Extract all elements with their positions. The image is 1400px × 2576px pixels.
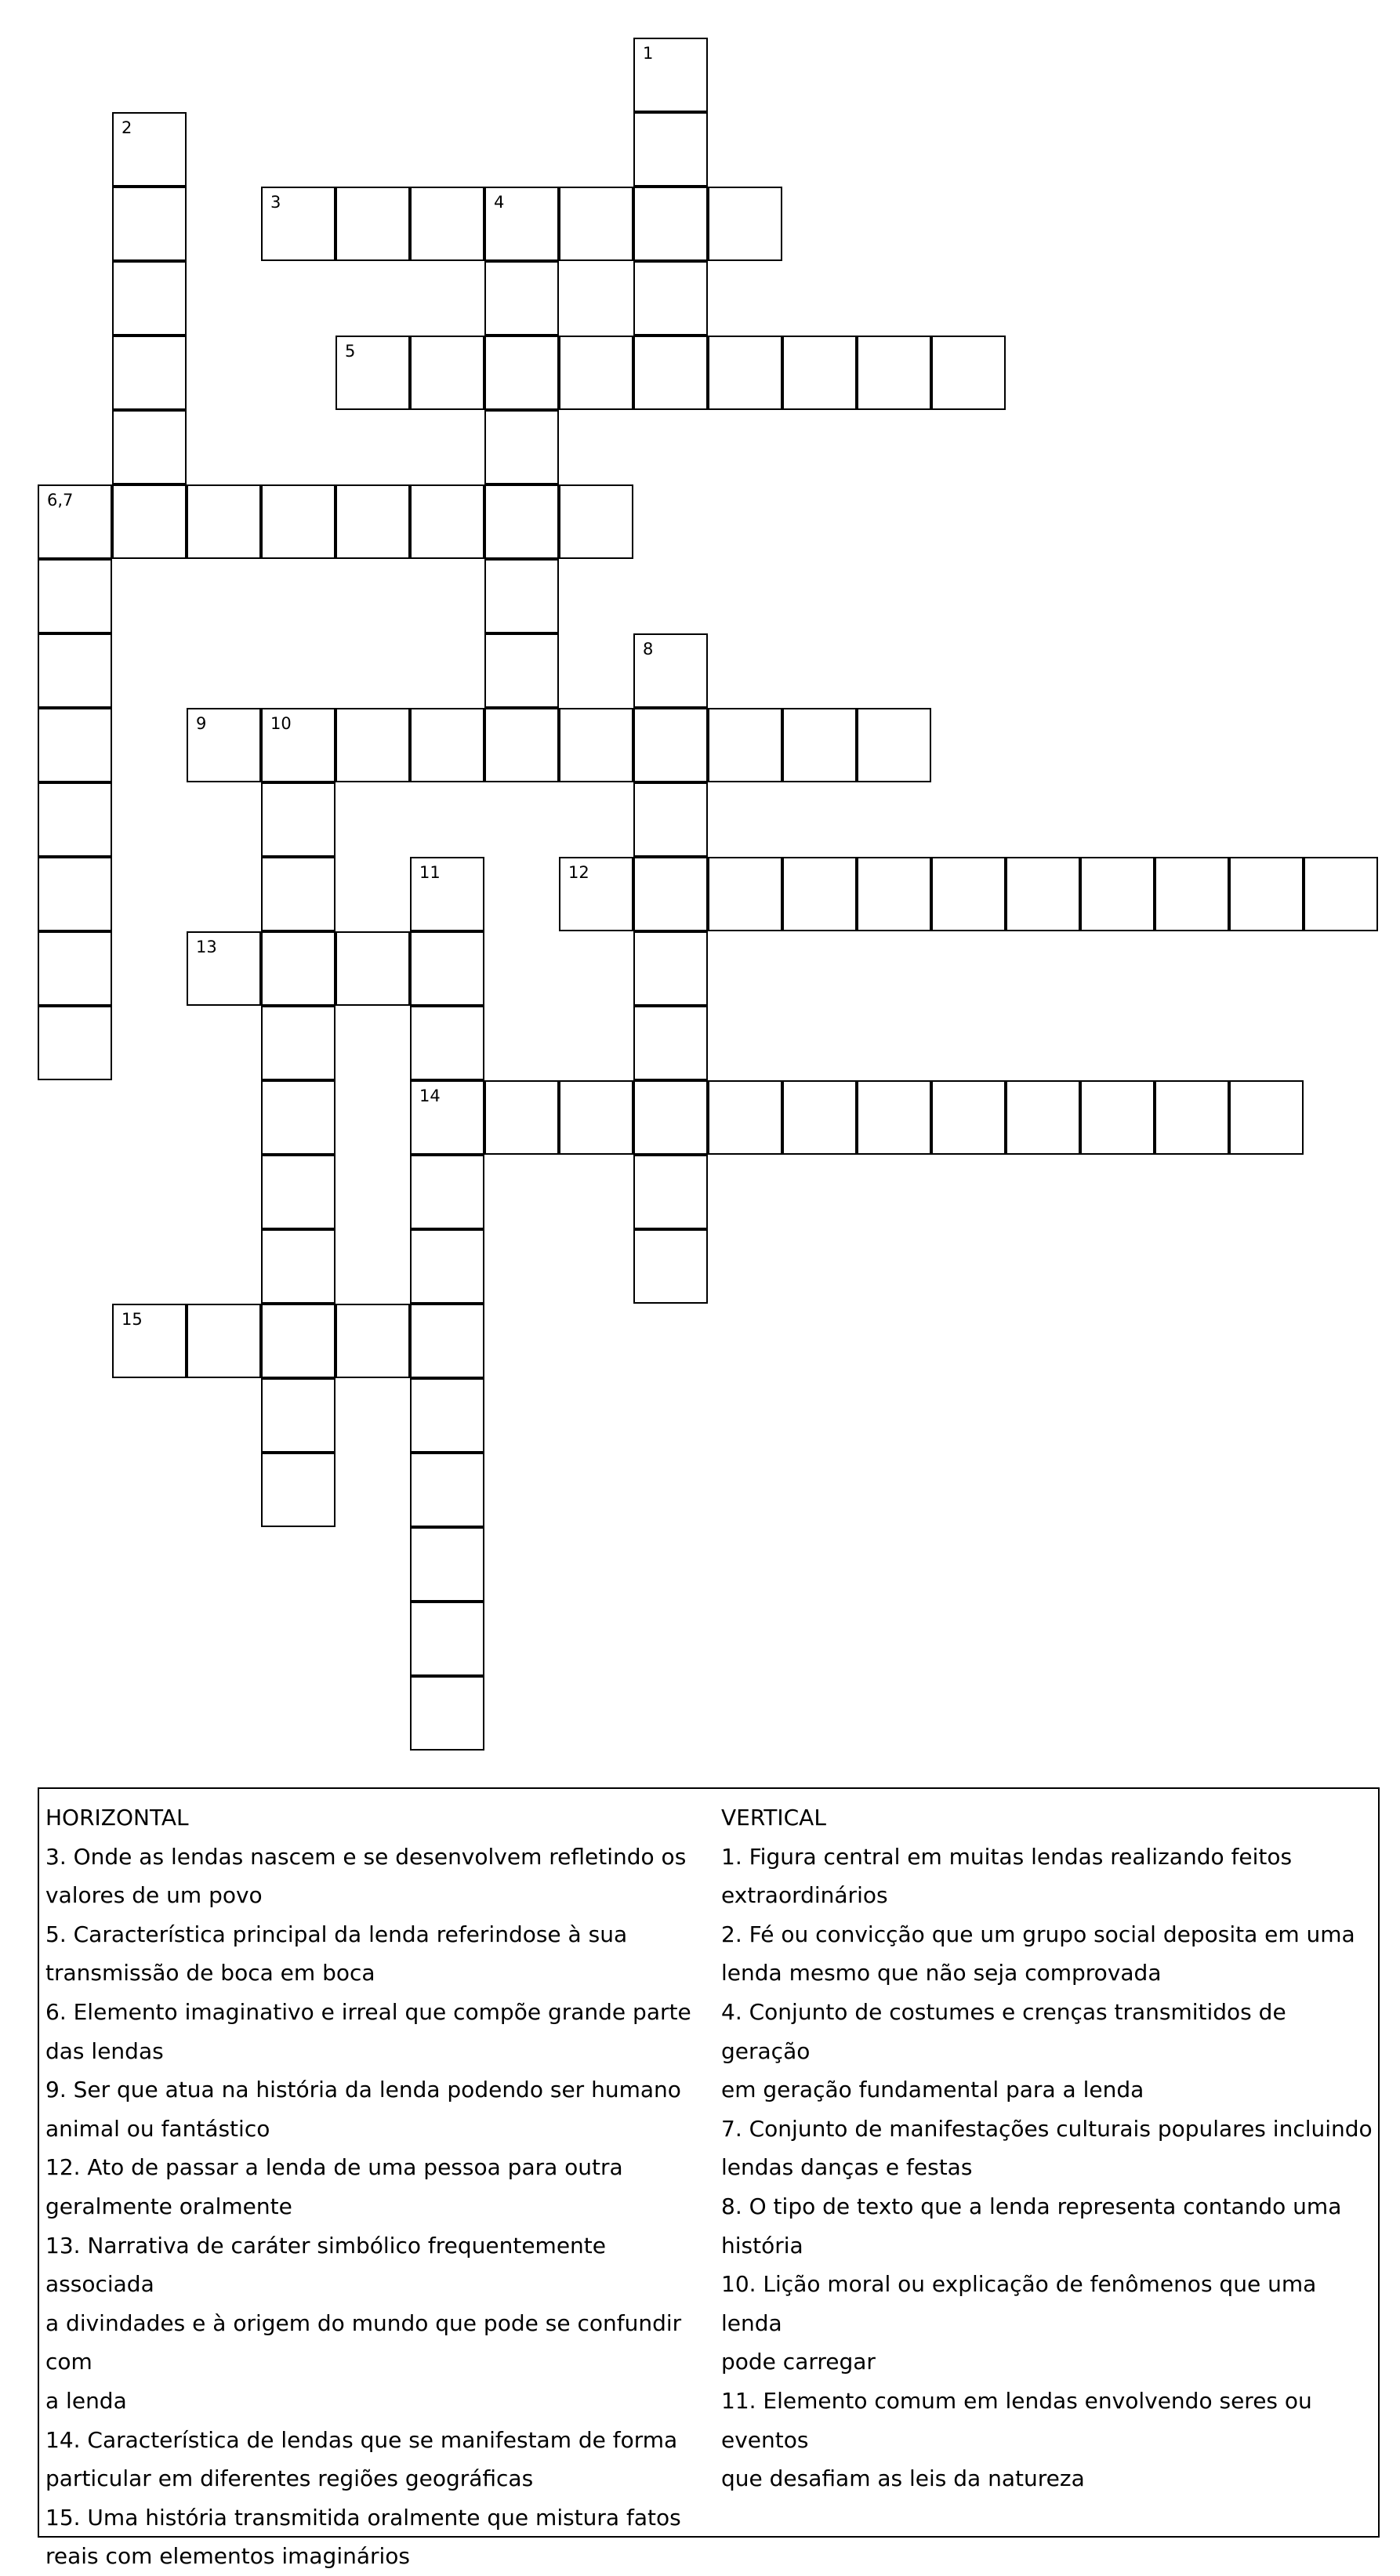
crossword-cell[interactable] <box>633 38 708 112</box>
crossword-cell[interactable] <box>410 1602 484 1676</box>
vertical-clue-line: lenda mesmo que não seja comprovada <box>721 1960 1162 1986</box>
clue-number: 8 <box>643 640 654 659</box>
vertical-clue-line: 2. Fé ou convicção que um grupo social deposita em uma <box>721 1921 1355 1947</box>
crossword-cell[interactable] <box>410 1080 484 1155</box>
horizontal-clue-line: 15. Uma história transmitida oralmente que mistura fatos <box>45 2504 681 2531</box>
crossword-cell[interactable] <box>484 261 559 336</box>
crossword-cell[interactable] <box>410 1006 484 1080</box>
crossword-cell[interactable] <box>931 857 1006 931</box>
vertical-clue-line: lendas danças e festas <box>721 2154 973 2181</box>
clues-box <box>38 1787 1380 2570</box>
crossword-cell[interactable] <box>335 708 410 782</box>
crossword-cell[interactable] <box>633 782 708 857</box>
crossword-cell[interactable] <box>931 1080 1006 1155</box>
crossword-cell[interactable] <box>484 187 559 261</box>
horizontal-clue-line: 3. Onde as lendas nascem e se desenvolvem refletindo os <box>45 1843 687 1870</box>
vertical-clue-line: 10. Lição moral ou explicação de fenômenos que uma lenda <box>721 2271 1317 2336</box>
horizontal-clue-line: reais com elementos imaginários <box>45 2543 411 2570</box>
crossword-cell[interactable] <box>1006 857 1080 931</box>
crossword-cell[interactable] <box>708 857 782 931</box>
horizontal-heading: HORIZONTAL <box>45 1805 189 1830</box>
crossword-cell[interactable] <box>633 708 708 782</box>
clue-number: 6,7 <box>47 491 74 510</box>
crossword-cell[interactable] <box>112 410 187 484</box>
clue-number: 5 <box>345 342 356 361</box>
vertical-clue-line: 7. Conjunto de manifestações culturais populares incluindo <box>721 2115 1373 2142</box>
crossword-cell[interactable] <box>633 633 708 708</box>
crossword-cell[interactable] <box>1155 1080 1229 1155</box>
crossword-cell[interactable] <box>38 782 112 857</box>
crossword-cell[interactable] <box>261 1453 335 1527</box>
crossword-cell[interactable] <box>261 708 335 782</box>
crossword-cell[interactable] <box>38 484 112 559</box>
crossword-cell[interactable] <box>261 187 335 261</box>
vertical-clue-line: pode carregar <box>721 2349 876 2375</box>
horizontal-clue-line: 14. Característica de lendas que se manifestam de forma <box>45 2426 678 2453</box>
crossword-cell[interactable] <box>484 1080 559 1155</box>
crossword-cell[interactable] <box>1229 1080 1304 1155</box>
crossword-cell[interactable] <box>410 1527 484 1602</box>
crossword-cell[interactable] <box>484 633 559 708</box>
clue-number: 12 <box>568 863 589 882</box>
horizontal-clue-line: particular em diferentes regiões geográficas <box>45 2465 534 2492</box>
crossword-cell[interactable] <box>1080 1080 1155 1155</box>
crossword-cell[interactable] <box>410 1155 484 1229</box>
vertical-clue-line: 11. Elemento comum em lendas envolvendo seres ou eventos <box>721 2387 1312 2453</box>
clue-number: 9 <box>196 714 207 733</box>
vertical-heading: VERTICAL <box>721 1805 826 1830</box>
crossword-cell[interactable] <box>187 931 261 1006</box>
crossword-cell[interactable] <box>857 1080 931 1155</box>
crossword-cell[interactable] <box>782 336 857 410</box>
crossword-cell[interactable] <box>335 1304 410 1378</box>
crossword-cell[interactable] <box>708 708 782 782</box>
horizontal-clue-line: transmissão de boca em boca <box>45 1960 375 1986</box>
crossword-cell[interactable] <box>633 1229 708 1304</box>
crossword-cell[interactable] <box>112 484 187 559</box>
crossword-cell[interactable] <box>261 857 335 931</box>
crossword-cell[interactable] <box>112 112 187 187</box>
clue-number: 14 <box>419 1087 441 1105</box>
crossword-cell[interactable] <box>261 1304 335 1378</box>
vertical-clues-column <box>721 1798 1376 2498</box>
vertical-clue-line: 1. Figura central em muitas lendas realizando feitos <box>721 1843 1293 1870</box>
crossword-cell[interactable] <box>261 1080 335 1155</box>
crossword-cell[interactable] <box>38 559 112 633</box>
crossword-cell[interactable] <box>38 633 112 708</box>
vertical-clue-line: 8. O tipo de texto que a lenda representa contando uma <box>721 2193 1342 2219</box>
crossword-cell[interactable] <box>410 857 484 931</box>
crossword-cell[interactable] <box>484 484 559 559</box>
horizontal-clue-line: 9. Ser que atua na história da lenda podendo ser humano <box>45 2077 681 2103</box>
crossword-cell[interactable] <box>112 187 187 261</box>
vertical-clue-line: 4. Conjunto de costumes e crenças transmitidos de geração <box>721 1998 1286 2064</box>
crossword-cell[interactable] <box>708 1080 782 1155</box>
crossword-cell[interactable] <box>857 336 931 410</box>
crossword-cell[interactable] <box>187 708 261 782</box>
crossword-cell[interactable] <box>633 261 708 336</box>
crossword-cell[interactable] <box>633 187 708 261</box>
crossword-cell[interactable] <box>782 1080 857 1155</box>
crossword-cell[interactable] <box>633 1080 708 1155</box>
crossword-cell[interactable] <box>38 708 112 782</box>
crossword-cell[interactable] <box>857 708 931 782</box>
horizontal-clue-line: valores de um povo <box>45 1882 263 1909</box>
crossword-cell[interactable] <box>1304 857 1378 931</box>
crossword-cell[interactable] <box>261 782 335 857</box>
horizontal-clue-line: 6. Elemento imaginativo e irreal que compõe grande parte <box>45 1998 691 2025</box>
horizontal-clue-line: animal ou fantástico <box>45 2115 270 2142</box>
crossword-cell[interactable] <box>410 1304 484 1378</box>
crossword-cell[interactable] <box>112 336 187 410</box>
horizontal-clue-line: geralmente oralmente <box>45 2193 292 2219</box>
crossword-cell[interactable] <box>1229 857 1304 931</box>
horizontal-clue-line: 13. Narrativa de caráter simbólico frequentemente associada <box>45 2232 607 2298</box>
crossword-cell[interactable] <box>335 931 410 1006</box>
crossword-cell[interactable] <box>261 1378 335 1453</box>
crossword-cell[interactable] <box>559 187 633 261</box>
crossword-cell[interactable] <box>559 336 633 410</box>
crossword-cell[interactable] <box>633 1155 708 1229</box>
horizontal-clues-column <box>45 1798 704 2576</box>
crossword-cell[interactable] <box>410 1229 484 1304</box>
crossword-cell[interactable] <box>633 931 708 1006</box>
horizontal-clue-line: a divindades e à origem do mundo que pode se confundir com <box>45 2309 682 2375</box>
clue-number: 11 <box>419 863 441 882</box>
crossword-cell[interactable] <box>708 336 782 410</box>
crossword-cell[interactable] <box>261 931 335 1006</box>
crossword-cell[interactable] <box>559 484 633 559</box>
horizontal-clue-line: a lenda <box>45 2387 127 2414</box>
crossword-cell[interactable] <box>187 1304 261 1378</box>
crossword-cell[interactable] <box>559 1080 633 1155</box>
crossword-cell[interactable] <box>410 1676 484 1751</box>
crossword-cell[interactable] <box>38 931 112 1006</box>
crossword-cell[interactable] <box>1155 857 1229 931</box>
crossword-cell[interactable] <box>410 1378 484 1453</box>
crossword-cell[interactable] <box>1080 857 1155 931</box>
crossword-cell[interactable] <box>410 187 484 261</box>
horizontal-clue-line: 5. Característica principal da lenda referindose à sua <box>45 1921 628 1947</box>
crossword-cell[interactable] <box>261 1229 335 1304</box>
vertical-clue-line: extraordinários <box>721 1882 888 1909</box>
crossword-cell[interactable] <box>633 1006 708 1080</box>
crossword-cell[interactable] <box>484 559 559 633</box>
crossword-cell[interactable] <box>484 708 559 782</box>
crossword-cell[interactable] <box>187 484 261 559</box>
crossword-cell[interactable] <box>38 1006 112 1080</box>
crossword-cell[interactable] <box>112 1304 187 1378</box>
crossword-cell[interactable] <box>38 857 112 931</box>
crossword-cell[interactable] <box>559 857 633 931</box>
crossword-cell[interactable] <box>410 708 484 782</box>
crossword-cell[interactable] <box>857 857 931 931</box>
clue-number: 13 <box>196 938 217 956</box>
crossword-cell[interactable] <box>484 410 559 484</box>
crossword-cell[interactable] <box>261 1006 335 1080</box>
horizontal-clue-line: 12. Ato de passar a lenda de uma pessoa para outra <box>45 2154 623 2181</box>
crossword-cell[interactable] <box>559 708 633 782</box>
crossword-cell[interactable] <box>335 484 410 559</box>
crossword-cell[interactable] <box>782 708 857 782</box>
crossword-cell[interactable] <box>410 1453 484 1527</box>
crossword-cell[interactable] <box>112 261 187 336</box>
clue-number: 10 <box>270 714 292 733</box>
clue-number: 15 <box>122 1310 143 1329</box>
crossword-cell[interactable] <box>410 336 484 410</box>
crossword-cell[interactable] <box>1006 1080 1080 1155</box>
crossword-cell[interactable] <box>410 484 484 559</box>
crossword-cell[interactable] <box>782 857 857 931</box>
vertical-clue-line: que desafiam as leis da natureza <box>721 2465 1085 2492</box>
crossword-cell[interactable] <box>335 187 410 261</box>
clue-number: 4 <box>494 193 505 212</box>
horizontal-clue-line: das lendas <box>45 2037 164 2064</box>
vertical-clue-line: em geração fundamental para a lenda <box>721 2077 1144 2103</box>
crossword-cell[interactable] <box>708 187 782 261</box>
crossword-cell[interactable] <box>633 857 708 931</box>
crossword-cell[interactable] <box>335 336 410 410</box>
crossword-cell[interactable] <box>931 336 1006 410</box>
crossword-cell[interactable] <box>410 931 484 1006</box>
crossword-cell[interactable] <box>261 484 335 559</box>
vertical-clue-line: história <box>721 2232 803 2259</box>
clue-number: 1 <box>643 44 654 63</box>
clue-number: 2 <box>122 118 132 137</box>
crossword-cell[interactable] <box>633 112 708 187</box>
crossword-cell[interactable] <box>484 336 559 410</box>
crossword-cell[interactable] <box>261 1155 335 1229</box>
clue-number: 3 <box>270 193 281 212</box>
crossword-cell[interactable] <box>633 336 708 410</box>
